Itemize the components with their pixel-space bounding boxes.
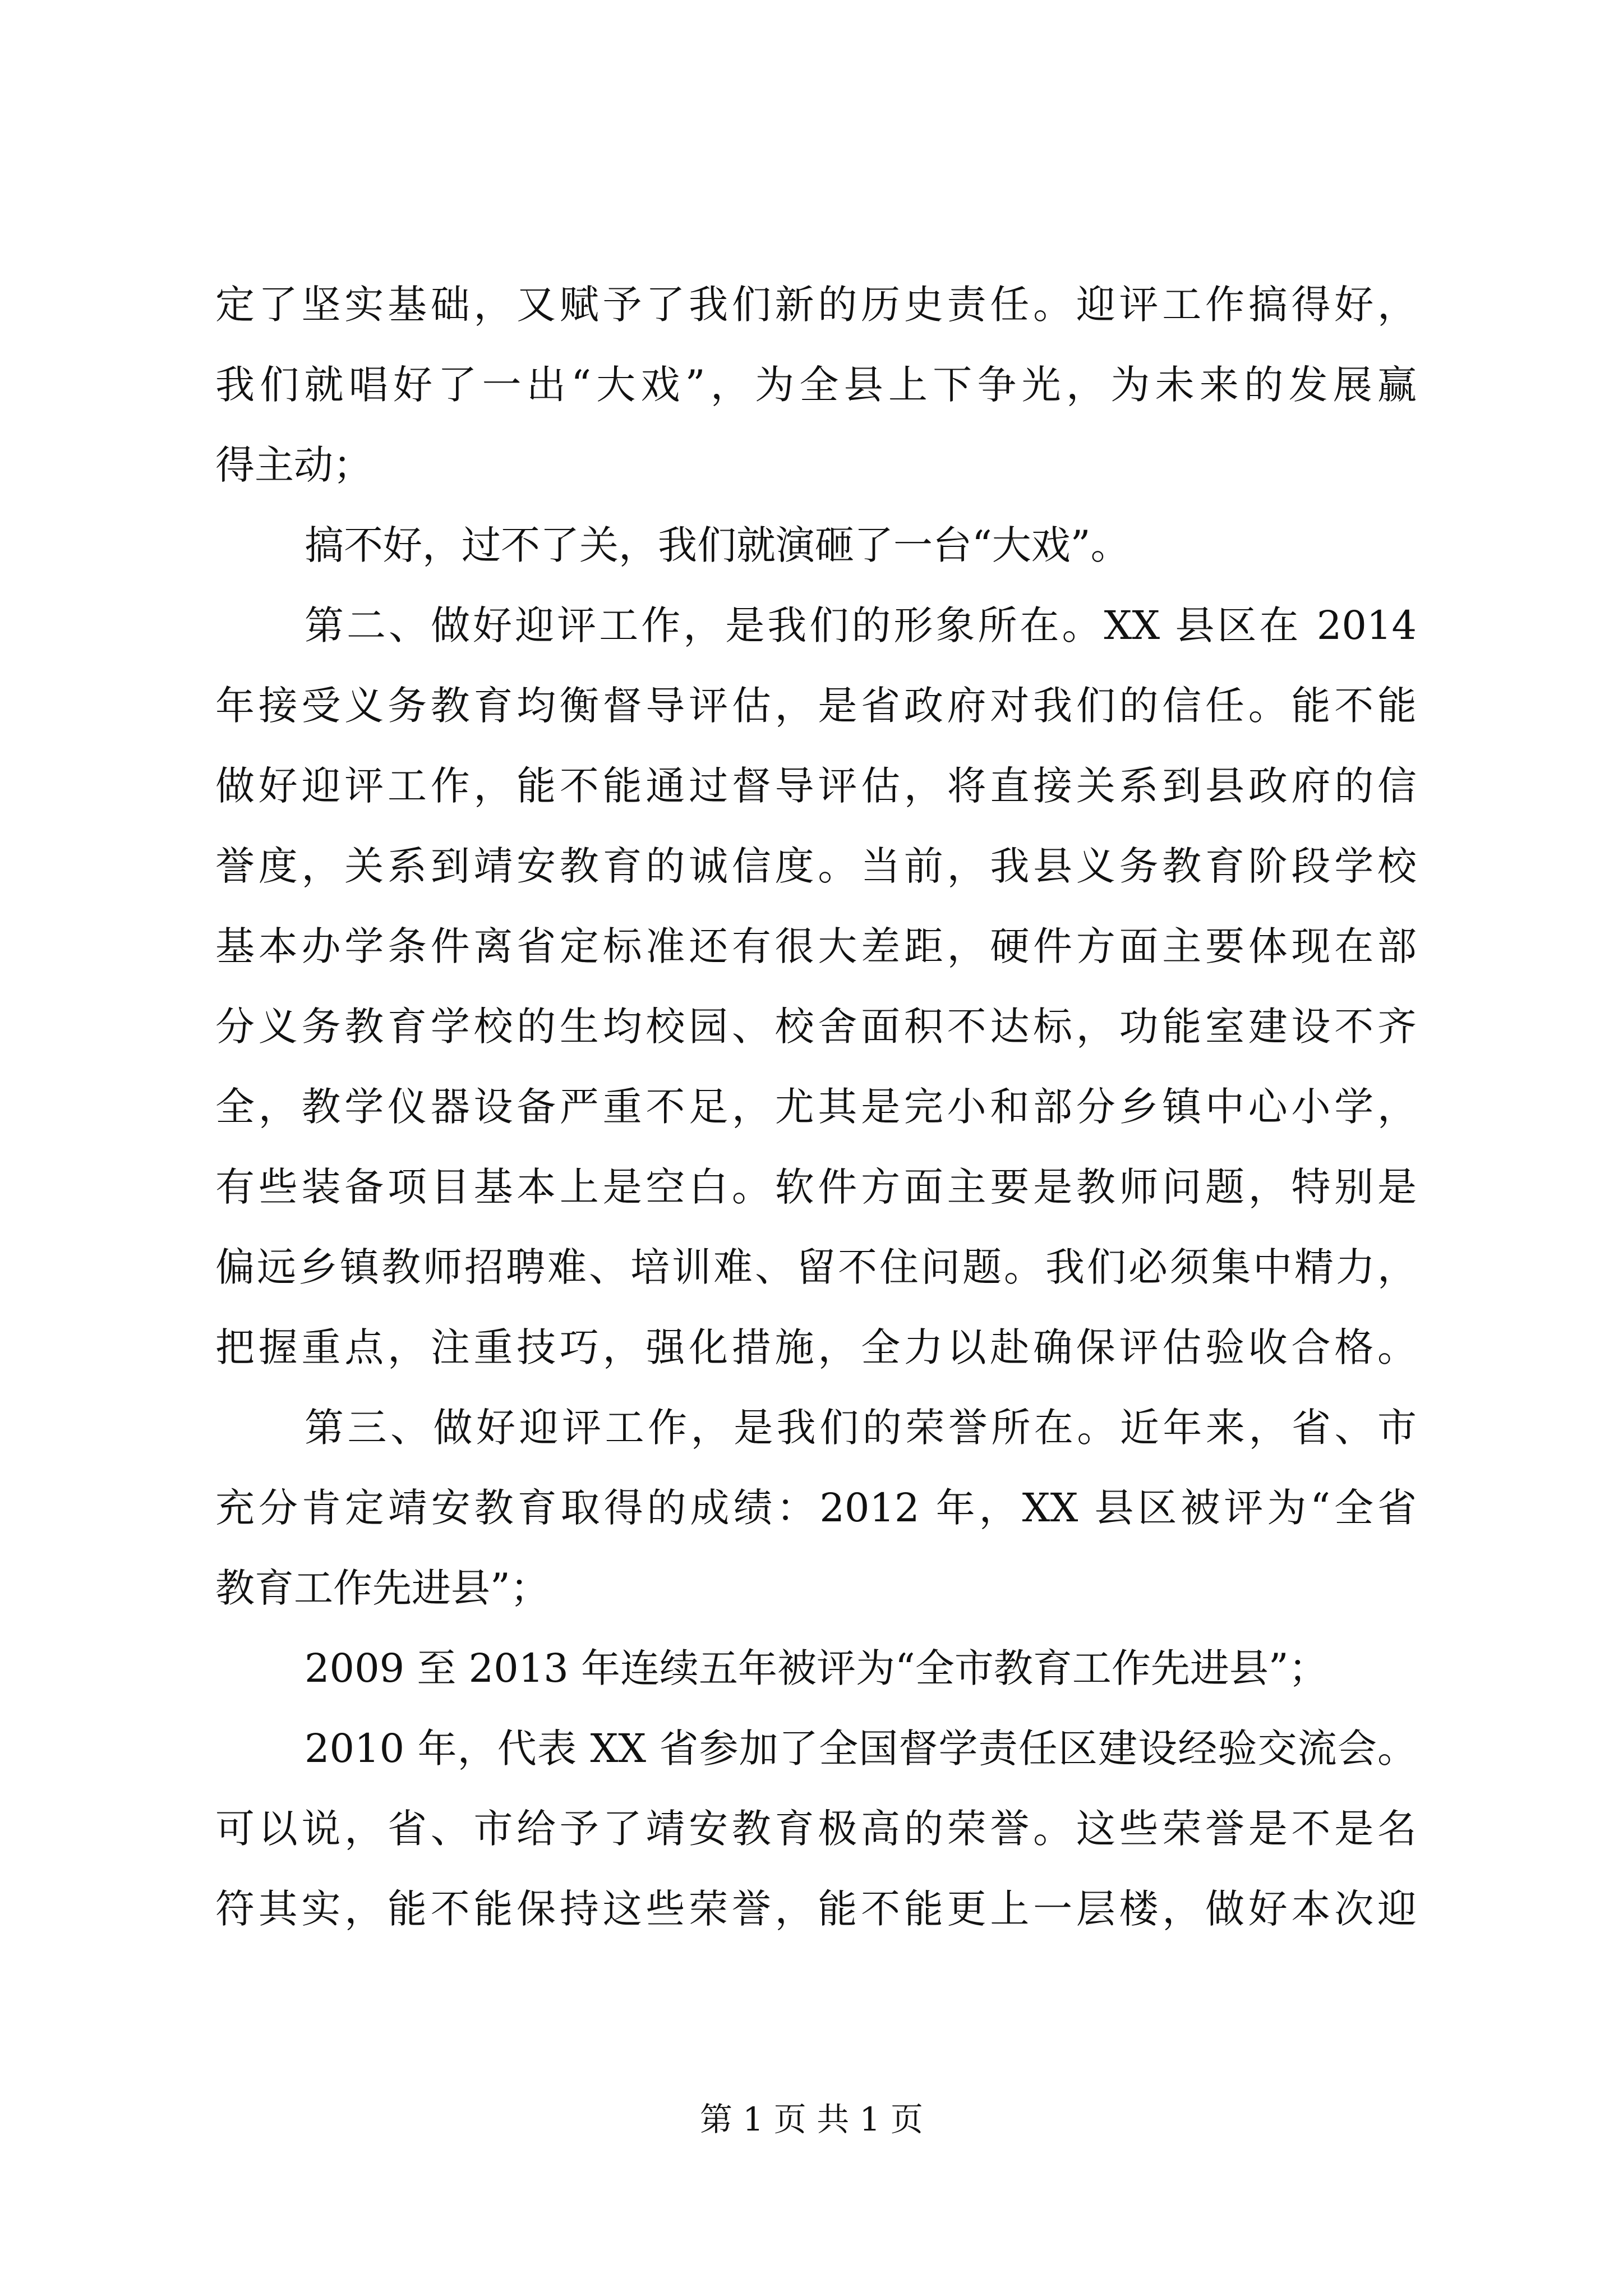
text-line: 做好迎评工作，能不能通过督导评估，将直接关系到县政府的信 [215, 763, 1417, 809]
text-line: 充分肯定靖安教育取得的成绩：2012 年，XX 县区被评为“全省 [215, 1485, 1417, 1531]
text-line: 第二、做好迎评工作，是我们的形象所在。XX 县区在 2014 [305, 602, 1417, 648]
text-line: 把握重点，注重技巧，强化措施，全力以赴确保评估验收合格。 [215, 1324, 1417, 1370]
text-line: 有些装备项目基本上是空白。软件方面主要是教师问题，特别是 [215, 1164, 1417, 1210]
text-line: 定了坚实基础，又赋予了我们新的历史责任。迎评工作搞得好， [215, 282, 1417, 328]
text-line: 得主动； [215, 442, 372, 488]
text-line: 符其实，能不能保持这些荣誉，能不能更上一层楼，做好本次迎 [215, 1886, 1417, 1932]
text-line: 第三、做好迎评工作，是我们的荣誉所在。近年来，省、市 [305, 1405, 1417, 1451]
text-line: 誉度，关系到靖安教育的诚信度。当前，我县义务教育阶段学校 [215, 843, 1417, 889]
text-line: 基本办学条件离省定标准还有很大差距，硬件方面主要体现在部 [215, 923, 1417, 969]
text-line: 2009 至 2013 年连续五年被评为“全市教育工作先进县”； [305, 1645, 1328, 1691]
text-line: 分义务教育学校的生均校园、校舍面积不达标，功能室建设不齐 [215, 1004, 1417, 1050]
text-line: 偏远乡镇教师招聘难、培训难、留不住问题。我们必须集中精力， [215, 1244, 1417, 1290]
text-line: 全，教学仪器设备严重不足，尤其是完小和部分乡镇中心小学， [215, 1084, 1417, 1130]
text-line: 教育工作先进县”； [215, 1565, 550, 1611]
text-line: 我们就唱好了一出“大戏”，为全县上下争光，为未来的发展赢 [215, 362, 1417, 408]
text-line: 可以说，省、市给予了靖安教育极高的荣誉。这些荣誉是不是名 [215, 1806, 1417, 1852]
text-line: 年接受义务教育均衡督导评估，是省政府对我们的信任。能不能 [215, 683, 1417, 729]
text-line: 2010 年，代表 XX 省参加了全国督学责任区建设经验交流会。 [305, 1726, 1417, 1772]
text-line: 搞不好，过不了关，我们就演砸了一台“大戏”。 [305, 522, 1130, 568]
page-number-footer: 第 1 页 共 1 页 [700, 2100, 923, 2138]
